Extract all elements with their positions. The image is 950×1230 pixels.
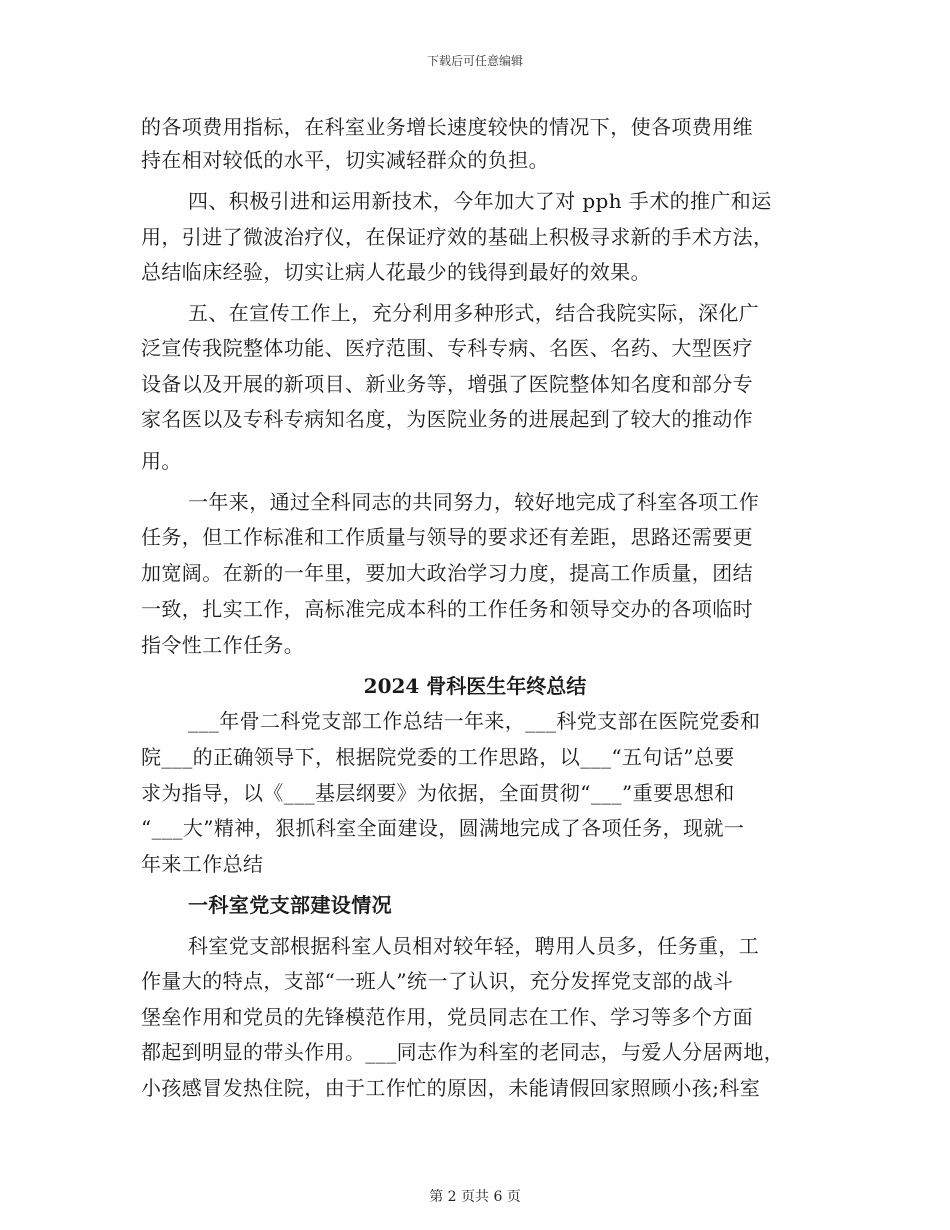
- subsection-heading: 一科室党支部建设情况: [188, 893, 392, 917]
- text-line: 加宽阔。在新的一年里，要加大政治学习力度，提高工作质量，团结: [141, 561, 753, 585]
- text-line: 总结临床经验，切实让病人花最少的钱得到最好的效果。: [141, 260, 651, 284]
- text-line: 设备以及开展的新项目、新业务等，增强了医院整体知名度和部分专: [141, 372, 753, 396]
- text-line: 持在相对较低的水平，切实减轻群众的负担。: [141, 148, 549, 172]
- text-line: 作量大的特点，支部“一班人”统一了认识，充分发挥党支部的战斗: [141, 969, 734, 993]
- text-line: 任务，但工作标准和工作质量与领导的要求还有差距，思路还需要更: [141, 525, 753, 549]
- text-line: 家名医以及专科专病知名度，为医院业务的进展起到了较大的推动作: [141, 407, 753, 431]
- text-line: 用。: [141, 449, 182, 473]
- text-line: 年来工作总结: [141, 852, 264, 876]
- text-line: 求为指导，以《___基层纲要》为依据，全面贯彻“___”重要思想和: [141, 781, 735, 805]
- paragraph-five-start: 五、在宣传工作上，充分利用多种形式，结合我院实际，深化广: [188, 301, 760, 325]
- section-title: 2024 骨科医生年终总结: [363, 674, 587, 698]
- page-header: 下载后可任意编辑: [426, 54, 523, 68]
- text-line: 小孩感冒发热住院，由于工作忙的原因，未能请假回家照顾小孩;科室: [141, 1076, 761, 1100]
- text-line: 一致，扎实工作，高标准完成本科的工作任务和领导交办的各项临时: [141, 597, 753, 621]
- text-line: “___大”精神，狠抓科室全面建设，圆满地完成了各项任务，现就一: [141, 816, 745, 840]
- text-line: 指令性工作任务。: [141, 633, 305, 657]
- text-line: 的各项费用指标，在科室业务增长速度较快的情况下，使各项费用维: [141, 115, 753, 139]
- text-line: 用，引进了微波治疗仪，在保证疗效的基础上积极寻求新的手术方法，: [141, 225, 774, 249]
- paragraph-four-start: 四、积极引进和运用新技术，今年加大了对 pph 手术的推广和运: [188, 189, 772, 213]
- summary-paragraph-start: 一年来，通过全科同志的共同努力，较好地完成了科室各项工作: [188, 490, 760, 514]
- text-line: 院___的正确领导下，根据院党委的工作思路，以___“五句话”总要: [141, 745, 735, 769]
- text-line: 都起到明显的带头作用。___同志作为科室的老同志，与爱人分居两地，: [141, 1040, 785, 1064]
- text-line: 堡垒作用和党员的先锋模范作用，党员同志在工作、学习等多个方面: [141, 1005, 753, 1029]
- intro-paragraph-start: ___年骨二科党支部工作总结一年来，___科党支部在医院党委和: [188, 709, 761, 733]
- party-branch-paragraph-start: 科室党支部根据科室人员相对较年轻，聘用人员多，任务重，工: [188, 934, 760, 958]
- text-line: 泛宣传我院整体功能、医疗范围、专科专病、名医、名药、大型医疗: [141, 336, 753, 360]
- page-footer: 第 2 页共 6 页: [429, 1189, 521, 1205]
